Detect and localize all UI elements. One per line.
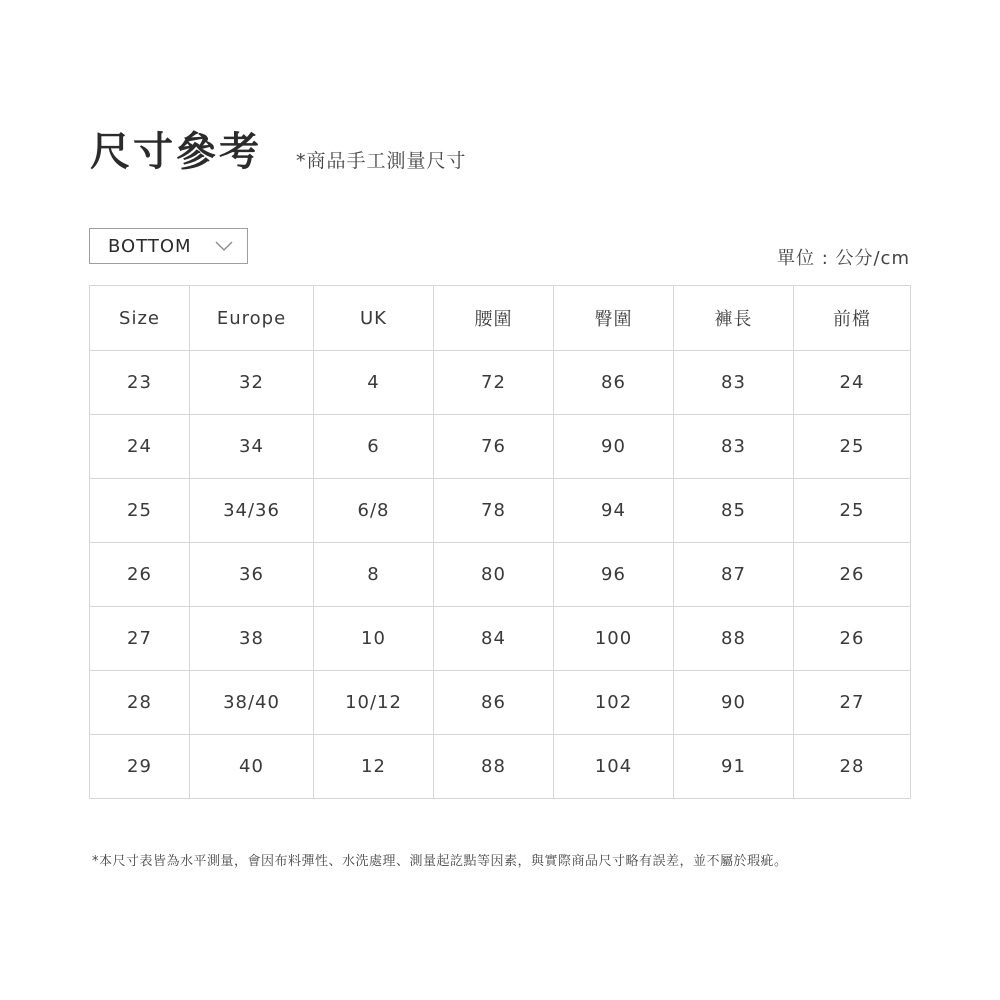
table-cell: 102 [554,671,674,735]
table-cell: 40 [190,735,314,799]
table-cell: 90 [674,671,794,735]
table-cell: 6 [314,415,434,479]
table-cell: 104 [554,735,674,799]
table-cell: 96 [554,543,674,607]
table-row [90,351,911,415]
table-cell: 29 [90,735,190,799]
column-header: UK [314,286,434,351]
table-header-row [90,286,911,351]
table-cell: 84 [434,607,554,671]
table-row [90,671,911,735]
table-row [90,415,911,479]
column-header: 褲長 [674,286,794,351]
table-cell: 38 [190,607,314,671]
table-cell: 88 [674,607,794,671]
table-cell: 38/40 [190,671,314,735]
table-cell: 87 [674,543,794,607]
page-title: 尺寸參考 [90,129,262,175]
table-cell: 86 [554,351,674,415]
table-row [90,543,911,607]
page-subtitle: *商品手工測量尺寸 [296,150,467,172]
table-cell: 10/12 [314,671,434,735]
footnote: *本尺寸表皆為水平測量，會因布料彈性、水洗處理、測量起訖點等因素，與實際商品尺寸略有誤差，並不屬於瑕疵。 [92,854,788,869]
size-table [89,285,911,799]
table-cell: 12 [314,735,434,799]
table-cell: 24 [794,351,911,415]
unit-label: 單位 : 公分/cm [776,248,910,269]
chevron-down-icon [215,241,233,251]
column-header: Europe [190,286,314,351]
table-cell: 6/8 [314,479,434,543]
table-cell: 91 [674,735,794,799]
table-cell: 85 [674,479,794,543]
table-cell: 80 [434,543,554,607]
column-header: Size [90,286,190,351]
table-cell: 34/36 [190,479,314,543]
column-header: 臀圍 [554,286,674,351]
column-header: 前檔 [794,286,911,351]
table-row [90,607,911,671]
table-cell: 25 [794,479,911,543]
table-cell: 90 [554,415,674,479]
table-row [90,479,911,543]
table-cell: 27 [90,607,190,671]
table-cell: 88 [434,735,554,799]
table-cell: 28 [90,671,190,735]
table-cell: 10 [314,607,434,671]
table-cell: 25 [794,415,911,479]
table-cell: 23 [90,351,190,415]
table-cell: 76 [434,415,554,479]
table-cell: 28 [794,735,911,799]
table-cell: 83 [674,351,794,415]
table-cell: 8 [314,543,434,607]
table-cell: 26 [794,607,911,671]
table-cell: 83 [674,415,794,479]
table-cell: 34 [190,415,314,479]
table-cell: 100 [554,607,674,671]
table-cell: 72 [434,351,554,415]
table-cell: 86 [434,671,554,735]
table-cell: 4 [314,351,434,415]
table-cell: 25 [90,479,190,543]
table-cell: 27 [794,671,911,735]
category-dropdown[interactable] [89,228,248,264]
table-cell: 78 [434,479,554,543]
table-cell: 36 [190,543,314,607]
table-cell: 26 [90,543,190,607]
table-cell: 24 [90,415,190,479]
table-cell: 26 [794,543,911,607]
column-header: 腰圍 [434,286,554,351]
category-dropdown-value: BOTTOM [108,236,192,257]
table-row [90,735,911,799]
table-cell: 32 [190,351,314,415]
table-cell: 94 [554,479,674,543]
